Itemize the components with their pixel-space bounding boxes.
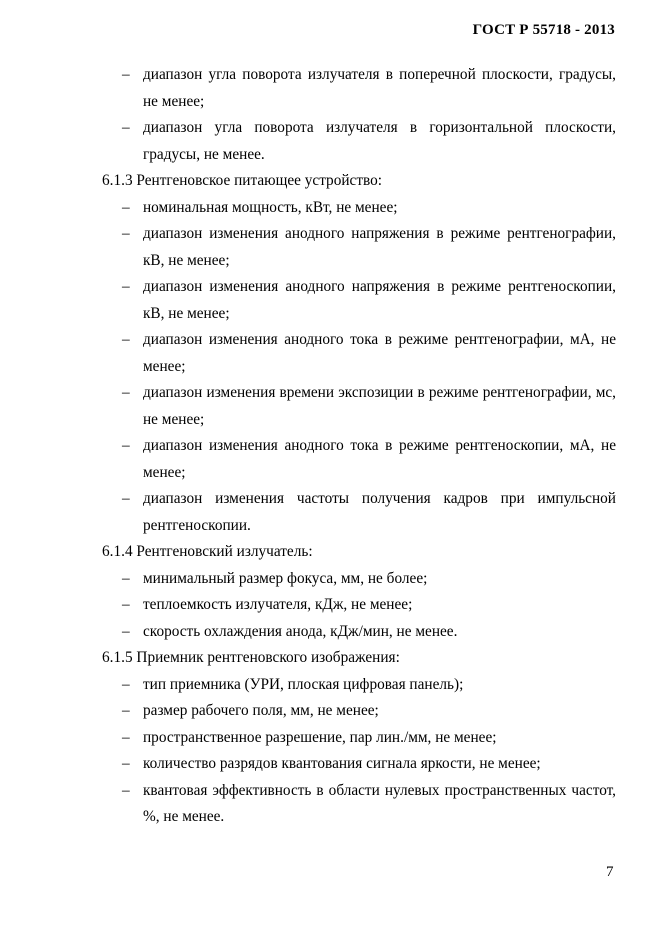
- list-item-text: диапазон угла поворота излучателя в горизонтальной плоскости, градусы, не менее.: [143, 119, 616, 163]
- list-item: [104, 592, 616, 619]
- list-item-text: тип приемника (УРИ, плоская цифровая панель);: [143, 675, 464, 693]
- list-item: [104, 751, 616, 778]
- list-dash: –: [122, 437, 130, 454]
- list-dash: –: [122, 490, 130, 507]
- list-item-text: номинальная мощность, кВт, не менее;: [143, 198, 398, 216]
- list-item: [104, 619, 616, 646]
- list-dash: –: [122, 278, 130, 295]
- list-dash: –: [122, 119, 130, 136]
- list-item: [104, 221, 616, 274]
- section-heading: 6.1.5 Приемник рентгеновского изображения:: [102, 649, 400, 666]
- list-item-text: количество разрядов квантования сигнала яркости, не менее;: [143, 755, 541, 772]
- list-item-text: диапазон изменения анодного тока в режиме рентгеноскопии, мА, не менее;: [143, 437, 616, 481]
- list-item: [104, 725, 616, 752]
- page-number: 7: [606, 864, 614, 880]
- document-body: [104, 62, 616, 831]
- document-header: ГОСТ Р 55718 - 2013: [472, 22, 615, 38]
- list-item: [104, 62, 616, 115]
- list-item: [104, 327, 616, 380]
- list-item: [104, 195, 616, 222]
- list-dash: –: [122, 702, 130, 719]
- list-dash: –: [122, 66, 130, 83]
- list-item-text: диапазон изменения анодного тока в режиме рентгенографии, мА, не менее;: [143, 331, 616, 375]
- list-item-text: минимальный размер фокуса, мм, не более;: [143, 569, 428, 587]
- list-dash: –: [122, 728, 130, 746]
- list-item: [104, 698, 616, 725]
- list-dash: –: [122, 622, 130, 640]
- list-item: [104, 566, 616, 593]
- list-item-text: диапазон изменения анодного напряжения в режиме рентгенографии, кВ, не менее;: [143, 225, 616, 269]
- list-item: [104, 672, 616, 699]
- list-item: [104, 486, 616, 539]
- list-dash: –: [122, 596, 130, 613]
- list-item: [104, 433, 616, 486]
- list-item: [104, 380, 616, 433]
- section-heading: 6.1.4 Рентгеновский излучатель:: [102, 543, 313, 560]
- list-item-text: диапазон угла поворота излучателя в поперечной плоскости, градусы, не менее;: [143, 66, 616, 110]
- list-item-text: диапазон изменения времени экспозиции в режиме рентгенографии, мс, не менее;: [143, 384, 616, 428]
- list-item-text: теплоемкость излучателя, кДж, не менее;: [143, 596, 413, 613]
- list-dash: –: [122, 755, 130, 772]
- list-item-text: скорость охлаждения анода, кДж/мин, не менее.: [143, 622, 458, 640]
- list-dash: –: [122, 225, 130, 242]
- list-dash: –: [122, 781, 130, 799]
- list-item-text: квантовая эффективность в области нулевых пространственных частот, %, не менее.: [143, 781, 616, 825]
- list-item-text: пространственное разрешение, пар лин./мм, не менее;: [143, 728, 497, 746]
- section-heading: 6.1.3 Рентгеновское питающее устройство:: [102, 172, 383, 189]
- list-dash: –: [122, 198, 130, 216]
- list-dash: –: [122, 675, 130, 693]
- list-item: [104, 274, 616, 327]
- list-item: [104, 778, 616, 831]
- list-dash: –: [122, 331, 130, 348]
- list-dash: –: [122, 384, 130, 401]
- list-dash: –: [122, 569, 130, 587]
- list-item-text: размер рабочего поля, мм, не менее;: [143, 702, 379, 719]
- list-item-text: диапазон изменения анодного напряжения в режиме рентгеноскопии, кВ, не менее;: [143, 278, 616, 322]
- list-item: [104, 115, 616, 168]
- list-item-text: диапазон изменения частоты получения кадров при импульсной рентгеноскопии.: [143, 490, 616, 534]
